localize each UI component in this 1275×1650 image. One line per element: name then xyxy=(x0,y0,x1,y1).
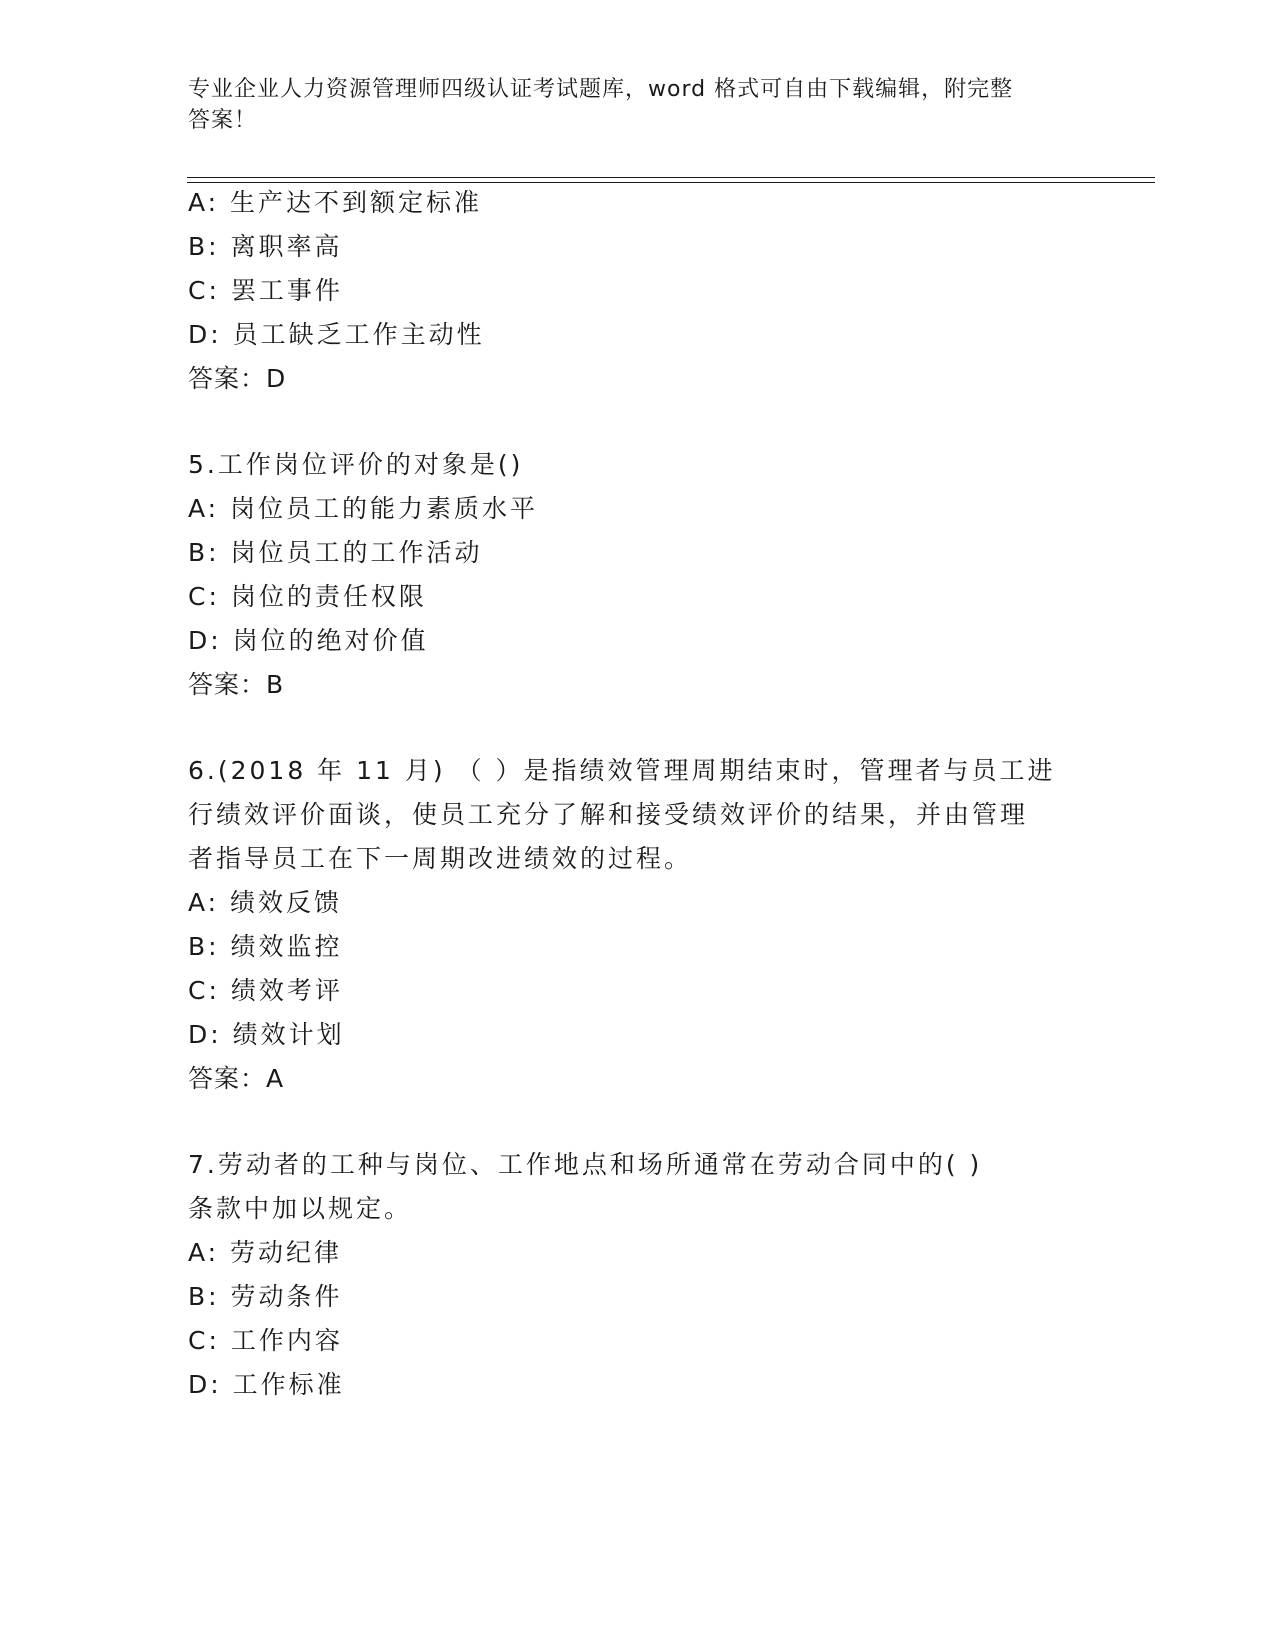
document-header xyxy=(188,74,1088,136)
option-a: A: 生产达不到额定标准 xyxy=(188,188,483,217)
option-d: D: 员工缺乏工作主动性 xyxy=(188,320,485,349)
option-c: C: 绩效考评 xyxy=(188,976,343,1005)
answer-text: 答案：D xyxy=(188,364,287,393)
option-b: B: 绩效监控 xyxy=(188,932,343,961)
question-stem: 7.劳动者的工种与岗位、工作地点和场所通常在劳动合同中的( ) xyxy=(188,1150,983,1179)
option-c: C: 罢工事件 xyxy=(188,276,343,305)
question-stem: 者指导员工在下一周期改进绩效的过程。 xyxy=(188,844,693,873)
question-stem: 6.(2018 年 11 月) （ ）是指绩效管理周期结束时，管理者与员工进 xyxy=(188,756,1056,785)
option-c: C: 岗位的责任权限 xyxy=(188,582,427,611)
option-a: A: 绩效反馈 xyxy=(188,888,343,917)
option-b: B: 岗位员工的工作活动 xyxy=(188,538,483,567)
option-d: D: 岗位的绝对价值 xyxy=(188,626,429,655)
option-a: A: 岗位员工的能力素质水平 xyxy=(188,494,539,523)
option-a: A: 劳动纪律 xyxy=(188,1238,343,1267)
option-d: D: 绩效计划 xyxy=(188,1020,345,1049)
header-line: 专业企业人力资源管理师四级认证考试题库，word 格式可自由下载编辑，附完整 xyxy=(188,77,1014,102)
header-divider xyxy=(187,177,1155,178)
question-stem: 5.工作岗位评价的对象是() xyxy=(188,450,524,479)
question-stem: 行绩效评价面谈，使员工充分了解和接受绩效评价的结果，并由管理 xyxy=(188,800,1029,829)
header-line: 答案！ xyxy=(188,108,258,133)
answer-text: 答案：A xyxy=(188,1064,285,1093)
answer-text: 答案：B xyxy=(188,670,285,699)
option-c: C: 工作内容 xyxy=(188,1326,343,1355)
header-divider xyxy=(187,182,1155,183)
option-d: D: 工作标准 xyxy=(188,1370,345,1399)
option-b: B: 离职率高 xyxy=(188,232,343,261)
option-b: B: 劳动条件 xyxy=(188,1282,343,1311)
question-stem: 条款中加以规定。 xyxy=(188,1194,413,1223)
